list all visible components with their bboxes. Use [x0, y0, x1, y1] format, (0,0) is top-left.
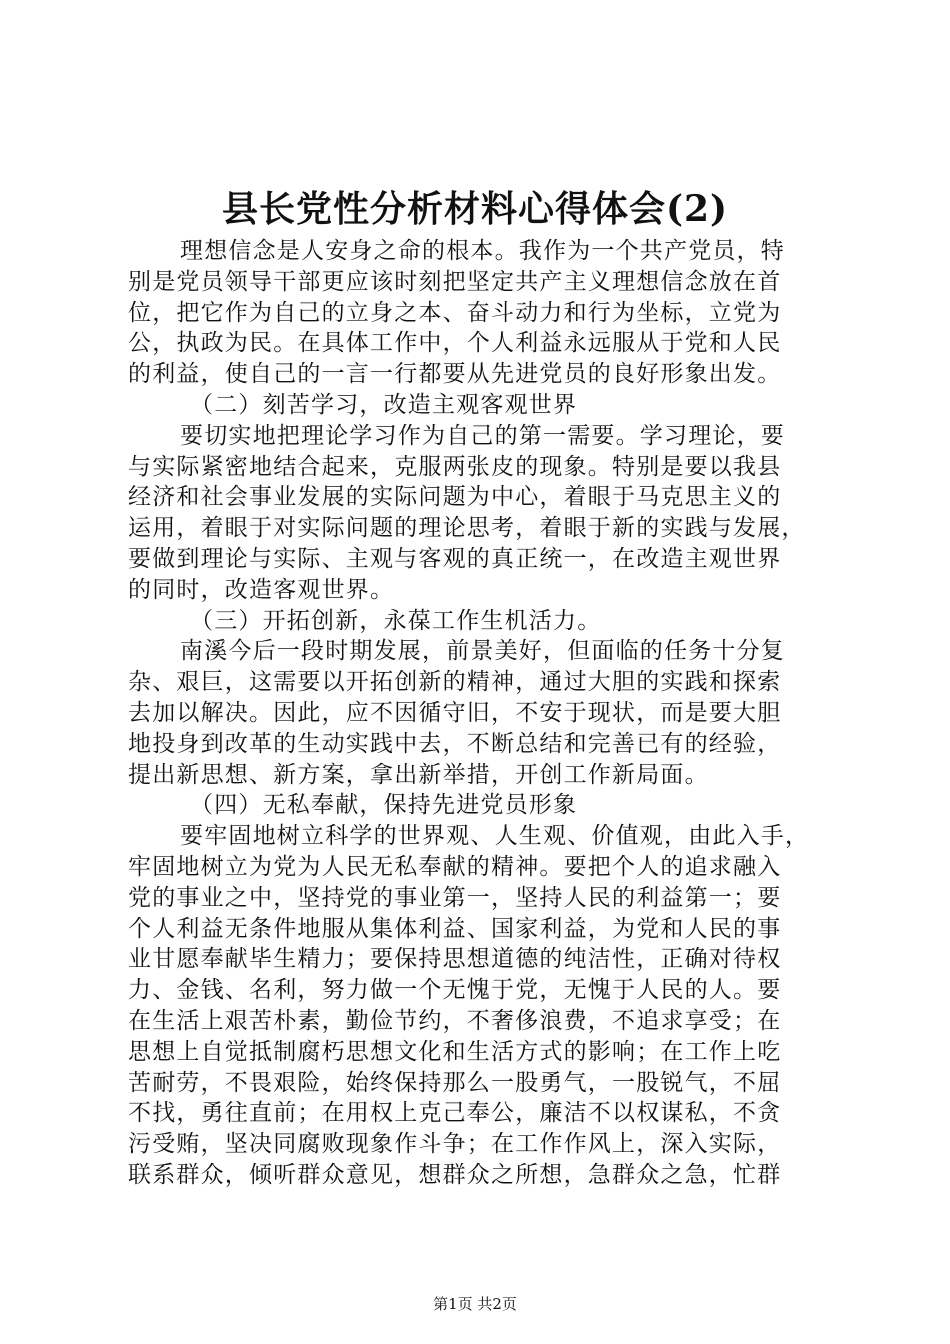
paragraph-line: 要牢固地树立科学的世界观、人生观、价值观，由此入手， — [180, 823, 810, 850]
paragraph-line: 别是党员领导干部更应该时刻把坚定共产主义理想信念放在首 — [128, 268, 782, 295]
paragraph-line: 在生活上艰苦朴素，勤俭节约，不奢侈浪费，不追求享受；在 — [128, 1007, 782, 1034]
paragraph-line: 污受贿，坚决同腐败现象作斗争；在工作作风上，深入实际， — [128, 1131, 782, 1158]
paragraph-line: 与实际紧密地结合起来，克服两张皮的现象。特别是要以我县 — [128, 453, 782, 480]
paragraph-line: 的利益，使自己的一言一行都要从先进党员的良好形象出发。 — [128, 361, 782, 388]
paragraph-line: 的同时，改造客观世界。 — [128, 576, 395, 603]
paragraph-line: 位，把它作为自己的立身之本、奋斗动力和行为坐标，立党为 — [128, 299, 782, 326]
section-heading: （四）无私奉献，保持先进党员形象 — [190, 792, 578, 819]
paragraph-line: 要切实地把理论学习作为自己的第一需要。学习理论，要 — [180, 422, 785, 449]
document-title: 县长党性分析材料心得体会(2) — [221, 188, 729, 230]
paragraph-line: 业甘愿奉献毕生精力；要保持思想道德的纯洁性，正确对待权 — [128, 946, 782, 973]
paragraph-line: 南溪今后一段时期发展，前景美好，但面临的任务十分复 — [180, 638, 785, 665]
paragraph-line: 个人利益无条件地服从集体利益、国家利益，为党和人民的事 — [128, 915, 782, 942]
paragraph-line: 不找，勇往直前；在用权上克己奉公，廉洁不以权谋私，不贪 — [128, 1100, 782, 1127]
document-body — [128, 236, 832, 1191]
paragraph-line: 牢固地树立为党为人民无私奉献的精神。要把个人的追求融入 — [128, 853, 782, 880]
paragraph-line: 杂、艰巨，这需要以开拓创新的精神，通过大胆的实践和探索 — [128, 669, 782, 696]
paragraph-line: 联系群众，倾听群众意见，想群众之所想，急群众之急，忙群 — [128, 1161, 782, 1188]
paragraph-line: 提出新思想、新方案，拿出新举措，开创工作新局面。 — [128, 761, 709, 788]
paragraph-line: 思想上自觉抵制腐朽思想文化和生活方式的影响；在工作上吃 — [128, 1038, 782, 1065]
paragraph-line: 去加以解决。因此，应不因循守旧，不安于现状，而是要大胆 — [128, 699, 782, 726]
paragraph-line: 苦耐劳，不畏艰险，始终保持那么一股勇气，一股锐气，不屈 — [128, 1069, 782, 1096]
paragraph-line: 党的事业之中，坚持党的事业第一，坚持人民的利益第一；要 — [128, 884, 782, 911]
section-heading: （三）开拓创新，永葆工作生机活力。 — [190, 607, 602, 634]
section-heading: （二）刻苦学习，改造主观客观世界 — [190, 391, 578, 418]
paragraph-line: 要做到理论与实际、主观与客观的真正统一，在改造主观世界 — [128, 545, 782, 572]
paragraph-line: 地投身到改革的生动实践中去，不断总结和完善已有的经验， — [128, 730, 782, 757]
paragraph-line: 公，执政为民。在具体工作中，个人利益永远服从于党和人民 — [128, 330, 782, 357]
page-footer: 第1页 共2页 — [433, 1295, 517, 1313]
paragraph-line: 运用，着眼于对实际问题的理论思考，着眼于新的实践与发展， — [128, 515, 806, 542]
paragraph-line: 理想信念是人安身之命的根本。我作为一个共产党员，特 — [180, 238, 785, 264]
paragraph-line: 力、金钱、名利，努力做一个无愧于党，无愧于人民的人。要 — [128, 977, 782, 1004]
paragraph-line: 经济和社会事业发展的实际问题为中心，着眼于马克思主义的 — [128, 484, 782, 511]
